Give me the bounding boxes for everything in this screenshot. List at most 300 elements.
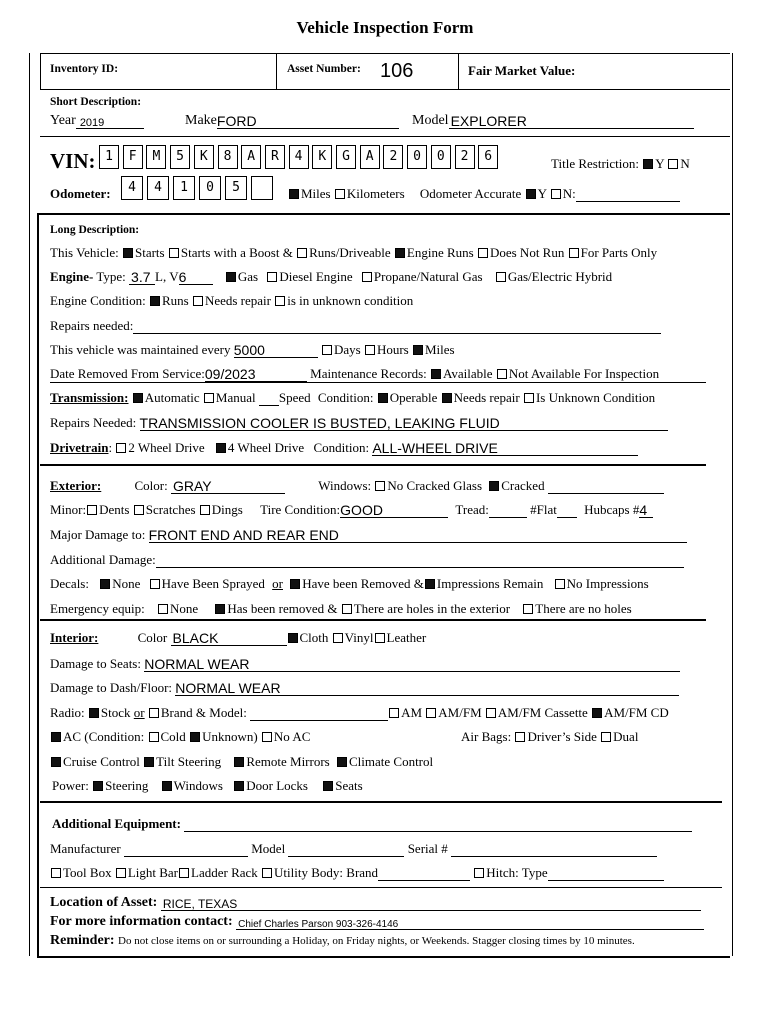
diesel-checkbox[interactable] (267, 272, 277, 282)
drivetrain-label: Drivetrain (50, 440, 109, 455)
dash-damage-row (50, 680, 679, 696)
operable-label: Operable (389, 390, 438, 405)
date-removed-label: Date Removed From Service: (50, 366, 205, 381)
trans-repairs-row (50, 415, 668, 431)
date-removed-row (50, 366, 659, 382)
drivetrain-condition-field[interactable] (372, 441, 638, 456)
hubcaps-field[interactable] (639, 503, 653, 518)
vin-char-box[interactable]: R (265, 145, 285, 169)
location-row (50, 895, 701, 911)
this-vehicle-label: This Vehicle: (50, 245, 119, 260)
available-checkbox[interactable] (431, 369, 441, 379)
sprayed-checkbox[interactable] (150, 579, 160, 589)
vinyl-checkbox[interactable] (333, 633, 343, 643)
liters-value: 3.7 (131, 269, 151, 285)
cassette-checkbox[interactable] (486, 708, 496, 718)
toolbox-checkbox[interactable] (51, 868, 61, 878)
exterior-row (50, 478, 664, 494)
steering-checkbox[interactable] (93, 781, 103, 791)
windows-label: Windows: (318, 478, 372, 493)
odometer-accurate-n-label: N: (562, 186, 576, 201)
two-wd-label: 2 Wheel Drive (128, 440, 205, 455)
not-available-checkbox[interactable] (497, 369, 507, 379)
trans-repairs-label: Repairs Needed: (50, 415, 137, 430)
days-checkbox[interactable] (322, 345, 332, 355)
trans-condition-label: Condition: (317, 390, 374, 405)
odometer-accurate-y-checkbox[interactable] (526, 189, 536, 199)
reminder-row (50, 933, 635, 949)
airbags-label: Air Bags: (461, 729, 512, 744)
ac-unknown-checkbox[interactable] (190, 732, 200, 742)
additional-equipment-row (52, 816, 692, 832)
hybrid-checkbox[interactable] (496, 272, 506, 282)
miles-label: Miles (301, 186, 331, 201)
no-holes-label: There are no holes (535, 601, 632, 616)
features-row (50, 754, 433, 770)
vin-char-box[interactable]: K (312, 145, 332, 169)
maintained-field[interactable] (234, 343, 318, 358)
year-field[interactable] (76, 114, 144, 129)
cloth-checkbox[interactable] (288, 633, 298, 643)
propane-checkbox[interactable] (362, 272, 372, 282)
vin-char-box[interactable]: G (336, 145, 356, 169)
contact-field[interactable] (236, 916, 704, 930)
divider-vin (40, 136, 730, 137)
contact-label: For more information contact: (50, 914, 233, 929)
boost-label: Starts with a Boost & (180, 245, 293, 260)
impressions-checkbox[interactable] (425, 579, 435, 589)
vin-char-box[interactable]: A (360, 145, 380, 169)
em-removed-label: Has been removed & (227, 601, 338, 616)
manufacturer-label: Manufacturer (50, 841, 121, 856)
not-run-label: Does Not Run (489, 245, 565, 260)
four-wd-checkbox[interactable] (216, 443, 226, 453)
cylinders-field[interactable] (179, 270, 213, 285)
hubcaps-value: 4 (639, 502, 648, 518)
starts-label: Starts (134, 245, 165, 260)
odometer-digit-box[interactable]: 0 (199, 176, 221, 200)
parts-checkbox[interactable] (569, 248, 579, 258)
seats-damage-label: Damage to Seats: (50, 656, 141, 671)
scratches-checkbox[interactable] (134, 505, 144, 515)
decals-none-label: None (112, 576, 141, 591)
repairs-needed-row (50, 318, 661, 334)
miles-checkbox[interactable] (289, 189, 299, 199)
odometer-accurate-y-label: Y (537, 186, 547, 201)
model-label: Model (412, 113, 449, 128)
trans-unknown-label: Is Unknown Condition (535, 390, 656, 405)
speed-field[interactable] (259, 393, 279, 406)
odometer-digit-box[interactable]: 1 (173, 176, 195, 200)
drivetrain-condition-value: ALL-WHEEL DRIVE (372, 440, 498, 456)
hours-label: Hours (376, 342, 409, 357)
title-restriction-n-label: N (680, 156, 690, 171)
tilt-checkbox[interactable] (144, 757, 154, 767)
hybrid-label: Gas/Electric Hybrid (507, 269, 613, 284)
vin-char-box[interactable]: 1 (99, 145, 119, 169)
date-removed-field[interactable] (205, 367, 307, 382)
vin-char-box[interactable]: K (194, 145, 214, 169)
decals-none-checkbox[interactable] (100, 579, 110, 589)
vin-char-box[interactable]: 0 (431, 145, 451, 169)
engine-condition-label: Engine Condition: (50, 293, 146, 308)
odometer-accurate-label: Odometer Accurate (419, 186, 522, 201)
decals-row (50, 576, 649, 592)
miles-maint-checkbox[interactable] (413, 345, 423, 355)
title-restriction-n-checkbox[interactable] (668, 159, 678, 169)
maintained-value: 5000 (233, 342, 265, 358)
door-locks-checkbox[interactable] (234, 781, 244, 791)
propane-label: Propane/Natural Gas (373, 269, 483, 284)
long-description-label: Long Description: (50, 224, 140, 236)
vehicle-status-row (50, 245, 657, 261)
repairs-needed-field[interactable] (133, 321, 661, 334)
amfm-label: AM/FM (438, 705, 482, 720)
boost-checkbox[interactable] (169, 248, 179, 258)
am-label: AM (401, 705, 423, 720)
contact-value: Chief Charles Parson 903-326-4146 (238, 919, 399, 930)
odometer-digit-box[interactable]: 4 (147, 176, 169, 200)
fair-market-value-label: Fair Market Value: (468, 63, 576, 78)
form-title: Vehicle Inspection Form (296, 18, 474, 37)
vin-char-box[interactable]: 0 (407, 145, 427, 169)
ec-unknown-checkbox[interactable] (275, 296, 285, 306)
dual-label: Dual (613, 729, 639, 744)
mirrors-label: Remote Mirrors (246, 754, 330, 769)
climate-checkbox[interactable] (337, 757, 347, 767)
seats-damage-row (50, 656, 680, 672)
radio-label: Radio: (50, 705, 85, 720)
amfm-checkbox[interactable] (426, 708, 436, 718)
divider-interior (40, 619, 706, 621)
make-field[interactable] (217, 114, 399, 129)
vin-char-box[interactable]: 6 (478, 145, 498, 169)
minor-label: Minor: (50, 502, 87, 517)
year-value: 2019 (79, 117, 105, 129)
cylinders-value: 6 (178, 269, 187, 285)
serial-field[interactable] (451, 844, 657, 857)
tire-condition-field[interactable] (340, 503, 448, 518)
ladder-checkbox[interactable] (179, 868, 189, 878)
tire-condition-label: Tire Condition: (260, 502, 341, 517)
engine-runs-label: Engine Runs (406, 245, 474, 260)
additional-damage-row (50, 552, 684, 568)
seats-damage-field[interactable] (144, 657, 680, 672)
dings-checkbox[interactable] (200, 505, 210, 515)
mirrors-checkbox[interactable] (234, 757, 244, 767)
equipment-model-field[interactable] (288, 844, 404, 857)
make-label: Make (185, 113, 217, 128)
vin-char-box[interactable]: 8 (218, 145, 238, 169)
cd-checkbox[interactable] (592, 708, 602, 718)
kilometers-checkbox[interactable] (335, 189, 345, 199)
emergency-row (50, 601, 632, 617)
tilt-label: Tilt Steering (156, 754, 222, 769)
ec-repair-checkbox[interactable] (193, 296, 203, 306)
interior-label: Interior: (50, 630, 99, 645)
flat-label: #Flat (530, 502, 557, 517)
parts-label: For Parts Only (580, 245, 658, 260)
header-divider-1 (276, 53, 277, 90)
decals-label: Decals: (50, 576, 89, 591)
major-damage-label: Major Damage to: (50, 527, 146, 542)
contact-row (50, 914, 704, 930)
lightbar-checkbox[interactable] (116, 868, 126, 878)
hitch-type-field[interactable] (548, 868, 664, 881)
dual-checkbox[interactable] (601, 732, 611, 742)
divider-exterior (40, 464, 706, 466)
maintenance-row (50, 342, 455, 358)
power-label: Power: (52, 778, 89, 793)
cd-label: AM/FM CD (604, 705, 669, 720)
ac-row (50, 729, 310, 745)
cracked-checkbox[interactable] (489, 481, 499, 491)
drivetrain-row: Drivetrain: 2 Wheel Drive 4 Wheel Drive Condition: ALL-WHEEL DRIVE (50, 440, 638, 456)
location-field[interactable] (161, 897, 701, 911)
exterior-label: Exterior: (50, 478, 102, 493)
tread-field[interactable] (489, 505, 527, 518)
interior-color-value: BLACK (172, 630, 219, 646)
radio-or-label: or (133, 705, 145, 720)
inventory-id-label: Inventory ID: (50, 63, 119, 75)
tire-condition-value: GOOD (340, 502, 383, 518)
speed-label: Speed (278, 390, 311, 405)
transmission-label: Transmission: (50, 390, 129, 405)
repairs-needed-label: Repairs needed: (50, 318, 134, 333)
dash-damage-field[interactable] (175, 681, 679, 696)
dents-checkbox[interactable] (87, 505, 97, 515)
operable-checkbox[interactable] (378, 393, 388, 403)
no-ac-label: No AC (273, 729, 311, 744)
lightbar-label: Light Bar (127, 865, 179, 880)
dents-label: Dents (99, 502, 130, 517)
no-holes-checkbox[interactable] (523, 604, 533, 614)
hours-checkbox[interactable] (365, 345, 375, 355)
asset-number-value[interactable]: 106 (380, 60, 414, 82)
manual-checkbox[interactable] (204, 393, 214, 403)
no-impressions-label: No Impressions (566, 576, 649, 591)
power-seats-checkbox[interactable] (323, 781, 333, 791)
vin-char-box[interactable]: M (146, 145, 166, 169)
drivers-side-label: Driver’s Side (527, 729, 597, 744)
em-none-label: None (169, 601, 199, 616)
trans-needs-repair-checkbox[interactable] (442, 393, 452, 403)
gas-label: Gas (237, 269, 259, 284)
engine-type-row (50, 269, 612, 285)
ec-runs-label: Runs (161, 293, 189, 308)
trans-unknown-checkbox[interactable] (524, 393, 534, 403)
trans-repairs-field[interactable] (140, 416, 668, 431)
no-impressions-checkbox[interactable] (555, 579, 565, 589)
kilometers-label: Kilometers (346, 186, 405, 201)
cruise-label: Cruise Control (63, 754, 140, 769)
power-windows-label: Windows (173, 778, 223, 793)
automatic-checkbox[interactable] (133, 393, 143, 403)
equipment-model-label: Model (251, 841, 286, 856)
power-windows-checkbox[interactable] (162, 781, 172, 791)
em-none-checkbox[interactable] (158, 604, 168, 614)
cold-label: Cold (160, 729, 186, 744)
brand-checkbox[interactable] (149, 708, 159, 718)
vin-char-box[interactable]: 2 (383, 145, 403, 169)
emergency-label: Emergency equip: (50, 601, 145, 616)
transmission-row (50, 390, 655, 406)
no-cracked-checkbox[interactable] (375, 481, 385, 491)
location-label: Location of Asset: (50, 895, 158, 910)
vin-char-box[interactable]: 2 (455, 145, 475, 169)
asset-number-label: Asset Number: (287, 63, 361, 75)
short-description-label: Short Description: (50, 96, 142, 108)
dash-damage-label: Damage to Dash/Floor: (50, 680, 173, 695)
divider-footer (40, 887, 722, 888)
hubcaps-label: Hubcaps # (584, 502, 640, 517)
vin-label: VIN: (50, 149, 96, 173)
hitch-checkbox[interactable] (474, 868, 484, 878)
cloth-label: Cloth (299, 630, 329, 645)
interior-color-field[interactable] (171, 631, 287, 646)
title-restriction-label: Title Restriction: (551, 156, 639, 171)
liters-field[interactable] (129, 270, 155, 285)
power-row (52, 778, 363, 794)
cracked-label: Cracked (501, 478, 545, 493)
cassette-label: AM/FM Cassette (497, 705, 588, 720)
climate-label: Climate Control (348, 754, 434, 769)
runs-label: Runs/Driveable (309, 245, 391, 260)
engine-runs-checkbox[interactable] (395, 248, 405, 258)
utility-checkbox[interactable] (262, 868, 272, 878)
title-restriction-y-checkbox[interactable] (643, 159, 653, 169)
additional-equipment-field[interactable] (184, 819, 692, 832)
trans-repairs-value: TRANSMISSION COOLER IS BUSTED, LEAKING FLUID (139, 415, 500, 431)
interior-row (50, 630, 426, 646)
two-wd-checkbox[interactable] (116, 443, 126, 453)
no-ac-checkbox[interactable] (262, 732, 272, 742)
utility-brand-field[interactable] (378, 868, 470, 881)
holes-checkbox[interactable] (342, 604, 352, 614)
odometer-n-field[interactable] (576, 189, 680, 202)
odometer-digit-box[interactable]: 5 (225, 176, 247, 200)
odometer-digit-box[interactable] (251, 176, 273, 200)
door-locks-label: Door Locks (246, 778, 308, 793)
vin-char-box[interactable]: F (123, 145, 143, 169)
ec-repair-label: Needs repair (204, 293, 271, 308)
stock-checkbox[interactable] (89, 708, 99, 718)
ec-runs-checkbox[interactable] (150, 296, 160, 306)
date-removed-value: 09/2023 (204, 366, 256, 382)
reminder-text: Do not close items on or surrounding a Holiday, on Friday nights, or Weekends. Stagger closing times by 10 minutes. (118, 935, 635, 947)
toolbox-label: Tool Box (63, 865, 112, 880)
odometer-label: Odometer: (50, 186, 111, 201)
model-value: EXPLORER (450, 113, 527, 129)
seats-damage-value: NORMAL WEAR (144, 656, 250, 672)
cruise-checkbox[interactable] (51, 757, 61, 767)
additional-equipment-label: Additional Equipment: (52, 816, 181, 831)
no-cracked-label: No Cracked Glass (387, 478, 483, 493)
starts-checkbox[interactable] (123, 248, 133, 258)
em-removed-checkbox[interactable] (215, 604, 225, 614)
serial-label: Serial # (407, 841, 448, 856)
steering-label: Steering (105, 778, 149, 793)
ac-label: AC (Condition: (63, 729, 145, 744)
odometer-accurate-n-checkbox[interactable] (551, 189, 561, 199)
major-damage-value: FRONT END AND REAR END (148, 527, 339, 543)
holes-label: There are holes in the exterior (353, 601, 511, 616)
exterior-color-field[interactable] (171, 479, 285, 494)
automatic-label: Automatic (144, 390, 200, 405)
decals-removed-label: Have been Removed & (302, 576, 424, 591)
vin-char-box[interactable]: 4 (289, 145, 309, 169)
type-label: Type: (96, 269, 126, 284)
am-checkbox[interactable] (389, 708, 399, 718)
utility-label: Utility Body: Brand (274, 865, 379, 880)
location-value: RICE, TEXAS (162, 897, 238, 911)
exterior-color-value: GRAY (173, 478, 212, 494)
major-damage-row (50, 527, 687, 543)
stock-label: Stock (100, 705, 131, 720)
equipment-options-row (50, 865, 664, 881)
airbags-group (461, 729, 638, 745)
reminder-label: Reminder: (50, 933, 115, 948)
leather-label: Leather (386, 630, 427, 645)
divider-equipment (40, 801, 722, 803)
exterior-color-label: Color: (134, 478, 168, 493)
make-value: FORD (216, 113, 257, 129)
impressions-label: Impressions Remain (436, 576, 544, 591)
interior-color-label: Color (137, 630, 168, 645)
vin-char-box[interactable]: 5 (170, 145, 190, 169)
engine-condition-row (50, 293, 413, 309)
model-field[interactable] (449, 114, 694, 129)
not-run-checkbox[interactable] (478, 248, 488, 258)
hitch-label: Hitch: Type (486, 865, 548, 880)
days-label: Days (334, 342, 361, 357)
leather-checkbox[interactable] (375, 633, 385, 643)
ladder-label: Ladder Rack (191, 865, 258, 880)
manufacturer-field[interactable] (124, 844, 248, 857)
additional-damage-field[interactable] (156, 555, 684, 568)
power-seats-label: Seats (335, 778, 363, 793)
gas-checkbox[interactable] (226, 272, 236, 282)
manufacturer-row (50, 841, 657, 857)
or-label: or (272, 576, 283, 591)
sprayed-label: Have Been Sprayed (161, 576, 265, 591)
ac-checkbox[interactable] (51, 732, 61, 742)
major-damage-field[interactable] (149, 528, 687, 543)
ec-unknown-label: is in unknown condition (287, 293, 414, 308)
maint-records-label: Maintenance Records: (310, 366, 427, 381)
maintained-label: This vehicle was maintained every (50, 342, 231, 357)
four-wd-label: 4 Wheel Drive (227, 440, 305, 455)
scratches-label: Scratches (145, 502, 196, 517)
title-restriction-y-label: Y (655, 156, 665, 171)
drivers-side-checkbox[interactable] (515, 732, 525, 742)
divider-transmission (50, 382, 706, 383)
flat-field[interactable] (557, 505, 577, 518)
tread-label: Tread: (455, 502, 489, 517)
manual-label: Manual (215, 390, 256, 405)
decals-removed-checkbox[interactable] (290, 579, 300, 589)
cold-checkbox[interactable] (149, 732, 159, 742)
vin-char-box[interactable]: A (241, 145, 261, 169)
radio-row (50, 705, 669, 721)
runs-checkbox[interactable] (297, 248, 307, 258)
not-available-label: Not Available For Inspection (508, 366, 660, 381)
dings-label: Dings (211, 502, 243, 517)
odometer-digit-box[interactable]: 4 (121, 176, 143, 200)
brand-field[interactable] (250, 708, 388, 721)
cracked-field[interactable] (548, 481, 664, 494)
ac-unknown-label: Unknown) (202, 729, 258, 744)
